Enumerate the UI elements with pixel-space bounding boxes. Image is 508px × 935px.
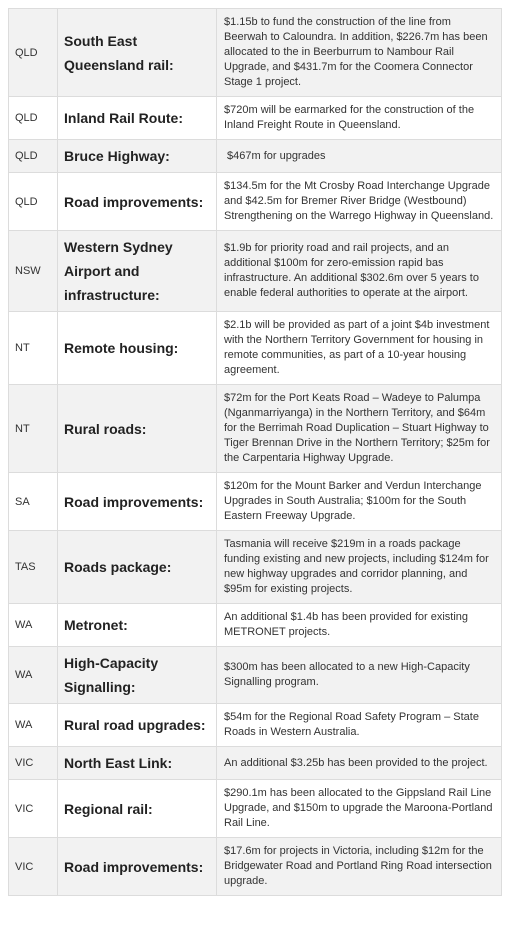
detail-cell: $1.9b for priority road and rail projects, and an additional $100m for zero-emission rapid bas infrastructure. An additional $302.6m over 5 years to enable federal authorities to operate at the airport. bbox=[217, 231, 502, 312]
state-cell: NT bbox=[9, 312, 58, 385]
topic-cell: Bruce Highway: bbox=[58, 140, 217, 173]
table-row bbox=[9, 747, 502, 780]
state-cell: VIC bbox=[9, 838, 58, 896]
detail-cell: $134.5m for the Mt Crosby Road Interchange Upgrade and $42.5m for Bremer River Bridge (Westbound) Strengthening on the Warrego Highway in Queensland. bbox=[217, 173, 502, 231]
table-row bbox=[9, 838, 502, 896]
infrastructure-funding-table bbox=[8, 8, 502, 896]
table-row bbox=[9, 704, 502, 747]
detail-cell: $72m for the Port Keats Road – Wadeye to Palumpa (Nganmarriyanga) in the Northern Territory, and $64m for the Berrimah Road Duplication – Stuart Highway to Tiger Brennan Drive in the Northern Territory; $25m for the Carpentaria Highway Upgrade. bbox=[217, 385, 502, 473]
detail-cell: $2.1b will be provided as part of a joint $4b investment with the Northern Territory Government for housing in remote communities, as part of a 10-year housing agreement. bbox=[217, 312, 502, 385]
topic-cell: Regional rail: bbox=[58, 780, 217, 838]
topic-cell: North East Link: bbox=[58, 747, 217, 780]
table-row bbox=[9, 647, 502, 704]
table-row bbox=[9, 473, 502, 531]
topic-cell: Road improvements: bbox=[58, 838, 217, 896]
table-row bbox=[9, 531, 502, 604]
topic-cell: Rural roads: bbox=[58, 385, 217, 473]
table-row bbox=[9, 385, 502, 473]
state-cell: QLD bbox=[9, 97, 58, 140]
state-cell: NSW bbox=[9, 231, 58, 312]
funding-table-container bbox=[8, 8, 508, 896]
detail-cell: $54m for the Regional Road Safety Program – State Roads in Western Australia. bbox=[217, 704, 502, 747]
state-cell: NT bbox=[9, 385, 58, 473]
topic-cell: South East Queensland rail: bbox=[58, 9, 217, 97]
topic-cell: Roads package: bbox=[58, 531, 217, 604]
table-row bbox=[9, 231, 502, 312]
detail-cell: An additional $3.25b has been provided to the project. bbox=[217, 747, 502, 780]
state-cell: SA bbox=[9, 473, 58, 531]
detail-cell: $467m for upgrades bbox=[217, 140, 502, 173]
detail-cell: Tasmania will receive $219m in a roads package funding existing and new projects, including $124m for new highway upgrades and corridor planning, and $95m for existing projects. bbox=[217, 531, 502, 604]
state-cell: QLD bbox=[9, 9, 58, 97]
state-cell: WA bbox=[9, 704, 58, 747]
topic-cell: Rural road upgrades: bbox=[58, 704, 217, 747]
topic-cell: Road improvements: bbox=[58, 173, 217, 231]
detail-cell: An additional $1.4b has been provided for existing METRONET projects. bbox=[217, 604, 502, 647]
topic-cell: Western Sydney Airport and infrastructure: bbox=[58, 231, 217, 312]
state-cell: WA bbox=[9, 604, 58, 647]
state-cell: TAS bbox=[9, 531, 58, 604]
state-cell: WA bbox=[9, 647, 58, 704]
detail-cell: $120m for the Mount Barker and Verdun Interchange Upgrades in South Australia; $100m for the South Eastern Freeway Upgrade. bbox=[217, 473, 502, 531]
detail-cell: $720m will be earmarked for the construction of the Inland Freight Route in Queensland. bbox=[217, 97, 502, 140]
state-cell: VIC bbox=[9, 780, 58, 838]
table-body bbox=[9, 9, 502, 896]
table-row bbox=[9, 604, 502, 647]
detail-cell: $1.15b to fund the construction of the line from Beerwah to Caloundra. In addition, $226.7m has been allocated to the in Beerburrum to Nambour Rail Upgrade, and $431.7m for the Coomera Connector Stage 1 project. bbox=[217, 9, 502, 97]
topic-cell: Road improvements: bbox=[58, 473, 217, 531]
detail-cell: $17.6m for projects in Victoria, including $12m for the Bridgewater Road and Portland Ring Road intersection upgrade. bbox=[217, 838, 502, 896]
state-cell: VIC bbox=[9, 747, 58, 780]
state-cell: QLD bbox=[9, 140, 58, 173]
table-row bbox=[9, 9, 502, 97]
topic-cell: Inland Rail Route: bbox=[58, 97, 217, 140]
topic-cell: Metronet: bbox=[58, 604, 217, 647]
table-row bbox=[9, 312, 502, 385]
table-row bbox=[9, 173, 502, 231]
state-cell: QLD bbox=[9, 173, 58, 231]
table-row bbox=[9, 780, 502, 838]
table-row bbox=[9, 97, 502, 140]
table-row bbox=[9, 140, 502, 173]
topic-cell: High-Capacity Signalling: bbox=[58, 647, 217, 704]
topic-cell: Remote housing: bbox=[58, 312, 217, 385]
detail-cell: $290.1m has been allocated to the Gippsland Rail Line Upgrade, and $150m to upgrade the Maroona-Portland Rail Line. bbox=[217, 780, 502, 838]
detail-cell: $300m has been allocated to a new High-Capacity Signalling program. bbox=[217, 647, 502, 704]
